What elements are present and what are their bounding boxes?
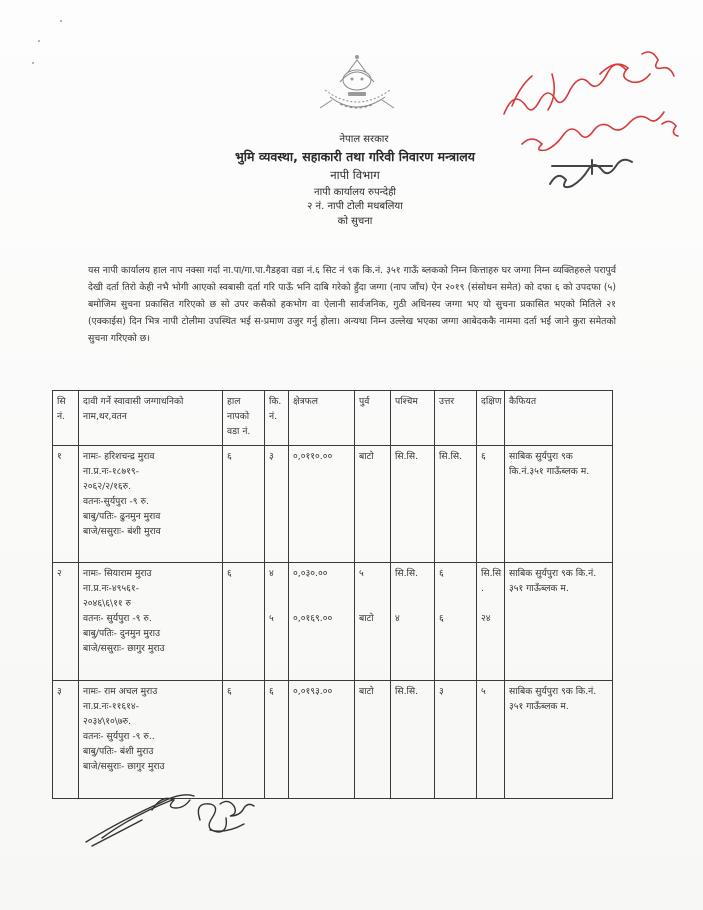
government-name: नेपाल सरकार xyxy=(339,134,389,145)
cell-ward: ६ xyxy=(223,681,265,799)
office-name: नापी कार्यालय रुपन्देही xyxy=(314,186,396,198)
cell-sn: ३ xyxy=(53,681,79,799)
claimant-father: बाबु/पतिः- बंशी मुराउ xyxy=(83,746,154,757)
cell-north: सि.सि. xyxy=(435,446,477,563)
cell-ward: ६ xyxy=(223,563,265,681)
area-2: ०,०१६९.०० xyxy=(293,613,333,624)
area-1: ०,०३०.०० xyxy=(293,568,328,579)
cell-south: ५ xyxy=(477,681,505,799)
kitta-2: ५ xyxy=(269,613,274,624)
cell-ward: ६ xyxy=(223,446,265,563)
table-row xyxy=(53,446,613,563)
document-header xyxy=(180,134,530,228)
table-header-row xyxy=(53,391,613,446)
cell-kitta: ३ xyxy=(265,446,289,563)
table-row xyxy=(53,563,613,681)
north-2: ६ xyxy=(439,613,444,624)
header-kitta: कि. नं. xyxy=(265,391,289,446)
cell-remarks: साबिक सुर्यपुरा ९क कि.नं.३५१ गाऊँब्लक म. xyxy=(505,446,613,563)
claimant-citizenship: ना.प्र.नः-११६१४- xyxy=(83,701,140,712)
cell-west: सि.सि. xyxy=(391,446,435,563)
claimant-name: नामः- हरिशचन्द्र मुराव xyxy=(83,451,155,462)
notice-heading: को सुचना xyxy=(337,215,373,227)
scan-speck xyxy=(32,62,34,64)
claimant-citizenship: ना.प्र.नः-१८७१९- xyxy=(83,466,140,477)
cell-east: बाटो xyxy=(355,446,391,563)
claimant-father: बाबु/पतिः- ढुनमुन मुराव xyxy=(83,511,161,522)
cell-north xyxy=(435,563,477,681)
east-1: ५ xyxy=(359,568,364,579)
south-1: सि.सि xyxy=(481,568,502,579)
header-ward: हाल नापको वडा नं. xyxy=(223,391,265,446)
header-claimant: दावी गर्ने स्वावासी जग्गाधनिको नाम,थर,वतन xyxy=(79,391,223,446)
claimant-citizenship-date: २०४६\६\११ रु xyxy=(83,598,132,609)
header-east: पुर्व xyxy=(355,391,391,446)
cell-north: ३ xyxy=(435,681,477,799)
cell-claimant xyxy=(79,563,223,681)
cell-area xyxy=(289,563,355,681)
header-area: क्षेत्रफल xyxy=(289,391,355,446)
claimant-address: वतनः- सुर्यपुरा -९ रु.. xyxy=(83,731,155,742)
claimant-grandfather: बाजे/ससुराः- छागुर मुराउ xyxy=(83,643,165,654)
cell-sn: २ xyxy=(53,563,79,681)
scan-speck xyxy=(60,20,62,22)
header-remarks: कैफियत xyxy=(505,391,613,446)
north-1: ६ xyxy=(439,568,444,579)
ministry-name: भुमि व्यवस्था, सहाकारी तथा गरिवी निवारण मन्त्रालय xyxy=(234,148,476,164)
claimant-name: नामः- सियाराम मुराउ xyxy=(83,568,152,579)
department-name: नापी विभाग xyxy=(330,168,380,183)
survey-team-name: २ नं. नापी टोली मधबलिया xyxy=(307,201,403,212)
cell-south: ६ xyxy=(477,446,505,563)
cell-sn: १ xyxy=(53,446,79,563)
cell-area: ०,०११०.०० xyxy=(289,446,355,563)
claimant-citizenship-date: २०६२/२/१६रु. xyxy=(83,481,132,492)
cell-west: सि.सि. xyxy=(391,681,435,799)
cell-east xyxy=(355,563,391,681)
header-west: पश्चिम xyxy=(391,391,435,446)
south-2: २४ xyxy=(481,613,491,624)
notice-body-paragraph: यस नापी कार्यालय हाल नाप नक्सा गर्दा ना.पा/गा.पा.गैडहवा वडा नं.६ सिट नं ९क कि.नं. ३५१ गाऊँ ब्लकको निम्न कित्ताहरु घर जग्गा निम्न व्यक्तिहरुले परापुर्व देखी दर्ता तिरो केही नभै भोगी आएको स्वबासी दर्ता गरि पाऊँ भनि दाबि गरेको हुँदा जग्गा (नाप जाँच) ऐन २०१९ (संसोधन समेत) को दफा ६ को उपदफा (५) बमोजिम सुचना प्रकासित गरिएको छ सो उपर कसैको हकभोग वा ऐलानी सार्वजनिक, गुठी अधिनस्य जग्गा भए यो सुचना प्रकासित भएको मितिले २१ (एक्काईस) दिन भित्र नापी टोलीमा उपस्थित भई स-प्रमाण उजुर गर्नु होला। अन्यथा निम्न उल्लेख भएका जग्गा आबेदककै नाममा दर्ता भई जाने कुरा समेतको सुचना गरिएको छ। xyxy=(88,265,616,344)
header-north: उत्तर xyxy=(435,391,477,446)
header-south: दक्षिण xyxy=(477,391,505,446)
claimant-father: बाबु/पतिः- दुनमुन मुराउ xyxy=(83,628,161,639)
claimant-name: नामः- राम अचल मुराउ xyxy=(83,686,158,697)
cell-remarks: साबिक सुर्यपुरा ९क कि.नं. ३५१ गाऊँब्लक म. xyxy=(505,681,613,799)
claimant-citizenship-date: २०३४\१०\७रु. xyxy=(83,716,132,727)
cell-claimant xyxy=(79,446,223,563)
cell-west xyxy=(391,563,435,681)
header-sn: सि नं. xyxy=(53,391,79,446)
west-2: ४ xyxy=(395,613,400,624)
claimant-citizenship: ना.प्र.नः-४९५६१- xyxy=(83,583,140,594)
west-1: सि.सि. xyxy=(395,568,419,579)
claimant-address: वतनः- सुर्यपुरा -९ रु. xyxy=(83,613,152,624)
scan-speck xyxy=(38,40,40,42)
claimant-grandfather: बाजे/ससुराः- छागुर मुराउ xyxy=(83,761,165,772)
south-1b: . xyxy=(481,583,484,594)
claims-table xyxy=(52,390,613,799)
official-signature-1 xyxy=(82,780,202,850)
cell-area: ०,०१९३.०० xyxy=(289,681,355,799)
cell-kitta xyxy=(265,563,289,681)
kitta-1: ४ xyxy=(269,568,274,579)
claimant-address: वतनः-सुर्यपुरा -९ रु. xyxy=(83,496,149,507)
cell-kitta: ६ xyxy=(265,681,289,799)
official-signature-2 xyxy=(190,790,260,845)
east-2: बाटो xyxy=(359,613,374,624)
cell-east: बाटो xyxy=(355,681,391,799)
cell-remarks: साबिक सुर्यपुरा ९क कि.नं. ३५१ गाऊँब्लक म. xyxy=(505,563,613,681)
cell-south xyxy=(477,563,505,681)
nepal-emblem-icon xyxy=(310,42,405,122)
claimant-grandfather: बाजे/ससुराः- बंशी मुराव xyxy=(83,526,161,537)
